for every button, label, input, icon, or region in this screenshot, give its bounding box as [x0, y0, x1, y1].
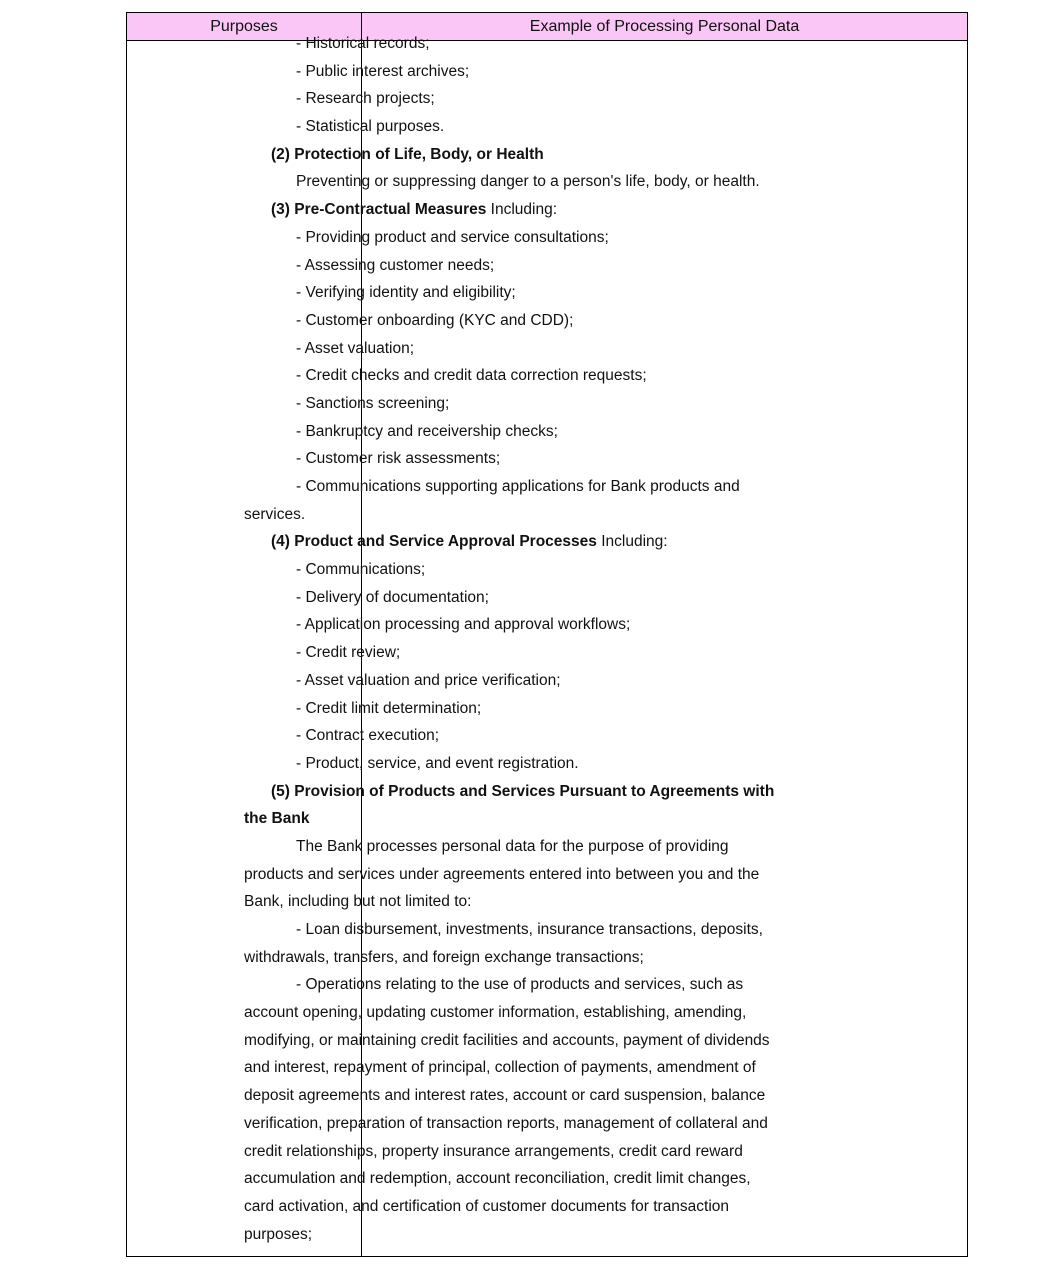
- header-example: Example of Processing Personal Data: [529, 18, 800, 35]
- list-item: - Credit review;: [296, 644, 401, 662]
- list-item: - Historical records;: [296, 35, 430, 52]
- section-heading-label: (4) Product and Service Approval Processes: [271, 533, 597, 551]
- paragraph-line: deposit agreements and interest rates, account or card suspension, balance: [244, 1087, 766, 1105]
- paragraph-line: modifying, or maintaining credit facilities and accounts, payment of dividends: [244, 1031, 770, 1049]
- list-item: - Communications;: [296, 561, 426, 579]
- list-item: - Public interest archives;: [296, 62, 470, 80]
- list-item: - Asset valuation;: [296, 339, 415, 357]
- paragraph-line: accumulation and redemption, account reconciliation, credit limit changes,: [244, 1170, 751, 1188]
- list-item: - Providing product and service consultations;: [296, 228, 609, 246]
- paragraph-line: services.: [244, 505, 306, 523]
- section-heading-suffix: Including:: [486, 201, 558, 219]
- list-item: - Sanctions screening;: [296, 394, 450, 412]
- list-item: - Statistical purposes.: [296, 118, 445, 136]
- list-item: - Asset valuation and price verification;: [296, 671, 561, 689]
- section-heading: [244, 196, 832, 224]
- list-item: - Customer risk assessments;: [296, 450, 501, 468]
- section-heading: [244, 528, 832, 556]
- section-heading-suffix: Including:: [596, 533, 668, 551]
- section-heading-continuation: the Bank: [244, 810, 310, 828]
- list-item: - Contract execution;: [296, 727, 440, 745]
- list-item: The Bank processes personal data for the purpose of providing: [296, 837, 729, 855]
- paragraph-line: credit relationships, property insurance arrangements, credit card reward: [244, 1142, 743, 1160]
- list-item: - Delivery of documentation;: [296, 588, 489, 606]
- paragraph-line: card activation, and certification of customer documents for transaction: [244, 1197, 730, 1215]
- list-item: - Application processing and approval workflows;: [296, 616, 631, 634]
- paragraph-line: purposes;: [244, 1225, 313, 1243]
- section-heading-label: (3) Pre-Contractual Measures: [271, 201, 487, 219]
- list-item: - Assessing customer needs;: [296, 256, 495, 274]
- list-item: - Credit checks and credit data correction requests;: [296, 367, 647, 385]
- list-item: - Operations relating to the use of products and services, such as: [296, 976, 744, 994]
- list-item: - Credit limit determination;: [296, 699, 482, 717]
- paragraph-line: verification, preparation of transaction reports, management of collateral and: [244, 1114, 768, 1132]
- section-heading: [244, 141, 832, 169]
- section-heading-label: (2) Protection of Life, Body, or Health: [271, 145, 544, 163]
- paragraph-line: withdrawals, transfers, and foreign exchange transactions;: [244, 948, 644, 966]
- example-column-content: [244, 30, 832, 1248]
- paragraph-line: account opening, updating customer information, establishing, amending,: [244, 1004, 747, 1022]
- paragraph-line: products and services under agreements entered into between you and the: [244, 865, 760, 883]
- list-item: - Verifying identity and eligibility;: [296, 284, 516, 302]
- list-item: - Product, service, and event registration.: [296, 754, 579, 772]
- list-item: - Customer onboarding (KYC and CDD);: [296, 311, 574, 329]
- list-item: - Bankruptcy and receivership checks;: [296, 422, 558, 440]
- list-item: - Communications supporting applications for Bank products and: [296, 478, 740, 495]
- paragraph-line: Preventing or suppressing danger to a person's life, body, or health.: [296, 173, 760, 191]
- header-purposes: Purposes: [210, 18, 278, 35]
- section-heading-label: (5) Provision of Products and Services Pursuant to Agreements with: [271, 782, 775, 800]
- list-item: - Loan disbursement, investments, insurance transactions, deposits,: [296, 921, 763, 938]
- paragraph-line: and interest, repayment of principal, collection of payments, amendment of: [244, 1059, 756, 1077]
- list-item: - Research projects;: [296, 90, 435, 108]
- section-heading: [244, 778, 832, 806]
- paragraph-line: Bank, including but not limited to:: [244, 893, 472, 911]
